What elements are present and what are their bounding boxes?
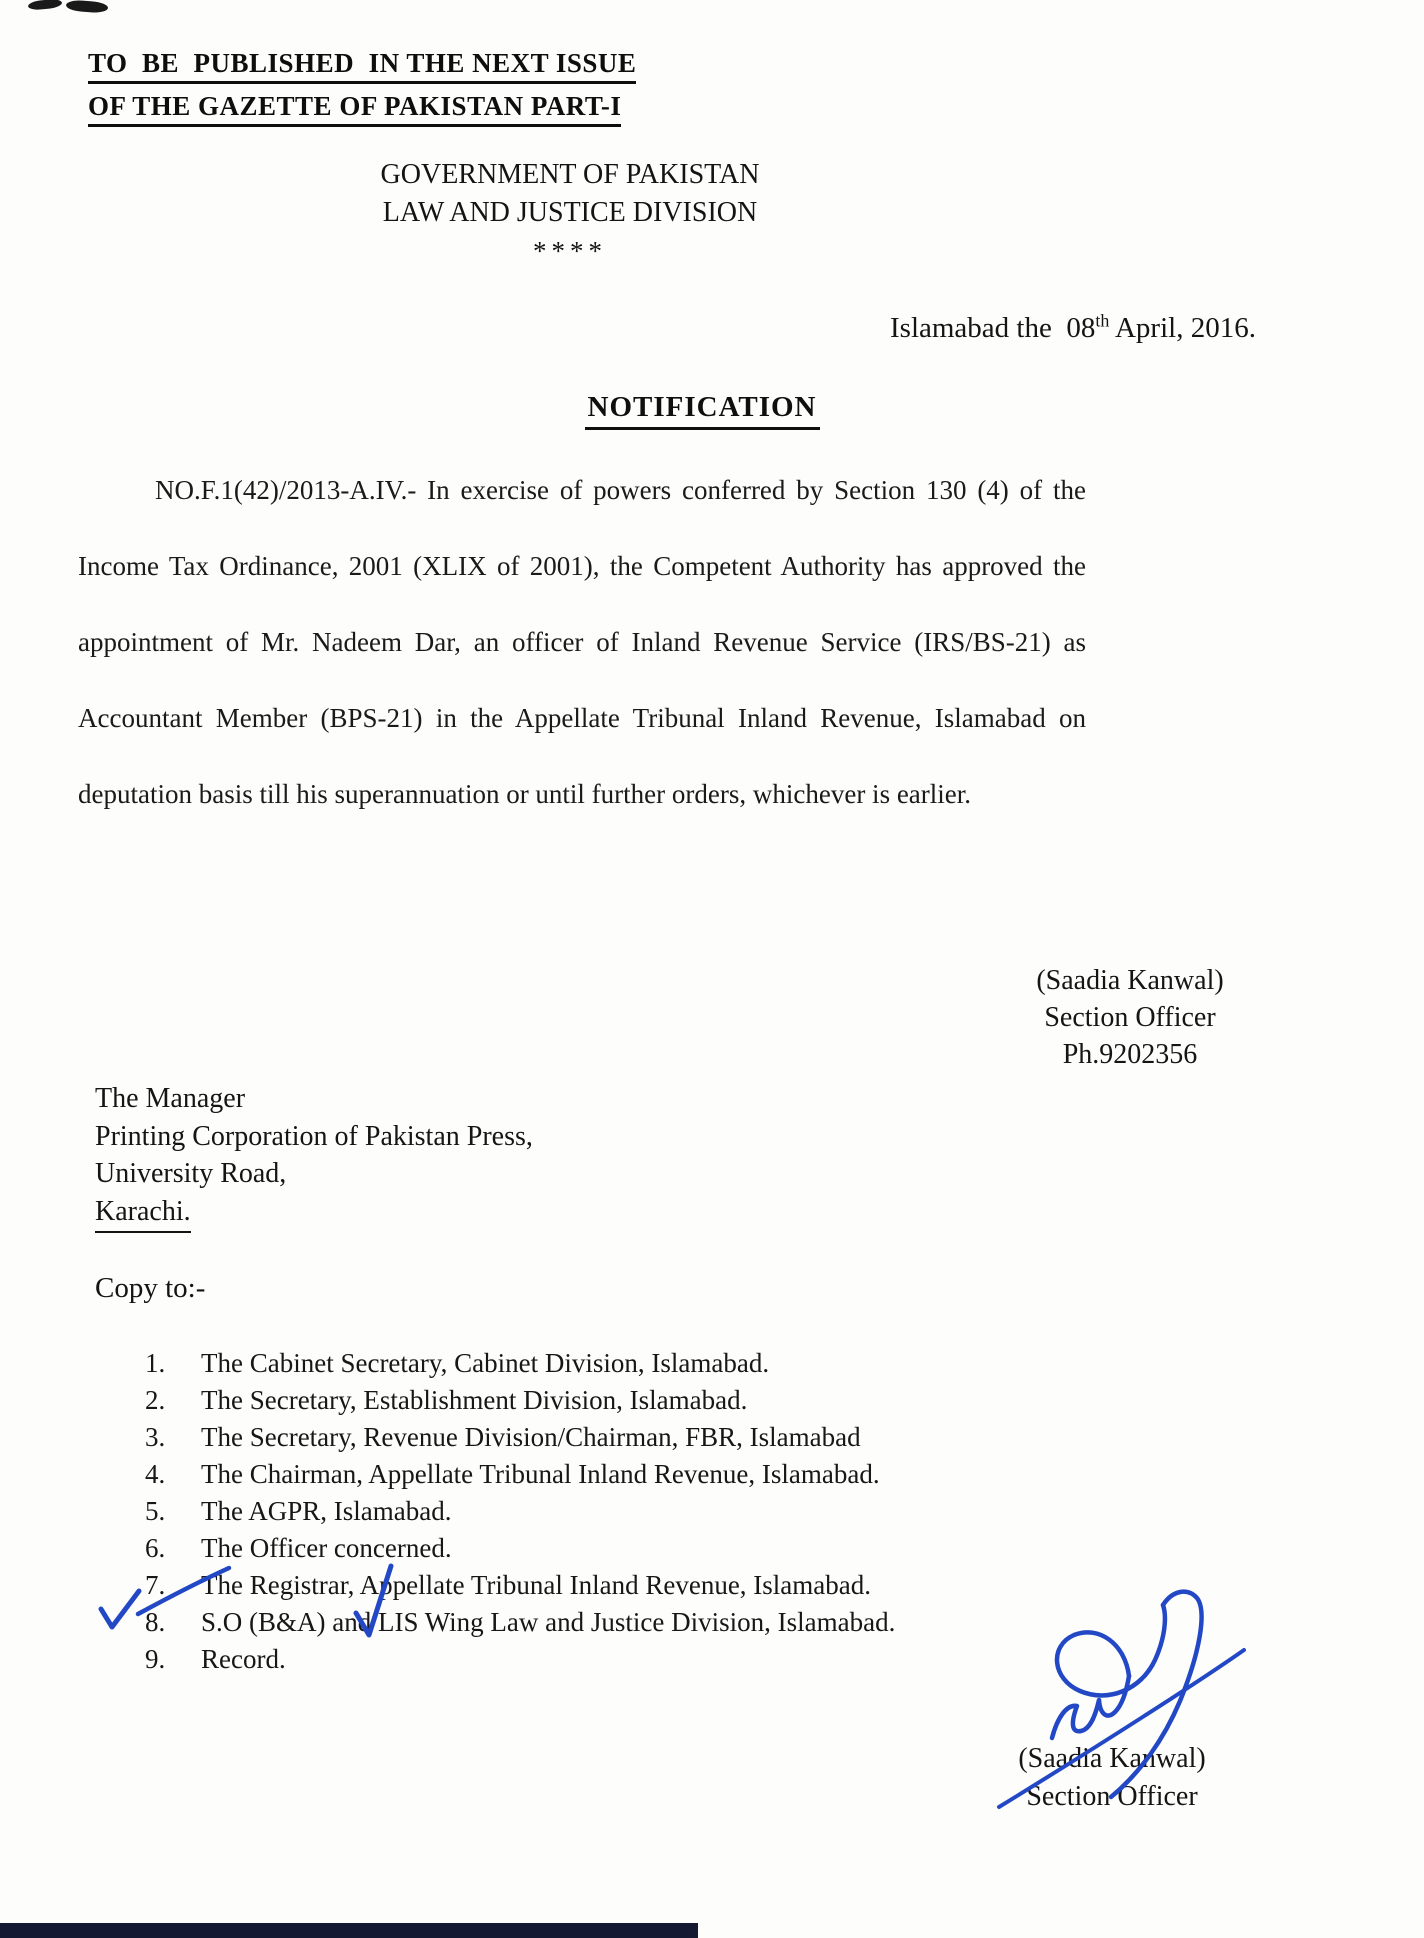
copy-item-text: The Registrar, Appellate Tribunal Inland Revenue, Islamabad. bbox=[201, 1570, 872, 1600]
gazette-header-line-2: OF THE GAZETTE OF PAKISTAN PART-I bbox=[88, 91, 621, 127]
copy-item-number: 3. bbox=[145, 1422, 166, 1452]
copy-item-text: The Secretary, Establishment Division, Islamabad. bbox=[201, 1385, 748, 1415]
notification-heading: NOTIFICATION bbox=[585, 391, 820, 430]
signature-ink bbox=[1052, 1676, 1129, 1738]
copy-item-number: 4. bbox=[145, 1459, 166, 1489]
copy-item bbox=[145, 1345, 895, 1382]
signature-ink bbox=[1057, 1605, 1165, 1695]
notification-body bbox=[78, 452, 1086, 832]
signatory-block bbox=[985, 962, 1275, 1073]
signatory-title: Section Officer bbox=[1044, 1002, 1216, 1033]
copy-item bbox=[145, 1493, 895, 1530]
date-line bbox=[890, 312, 1256, 345]
scan-artifact-speck bbox=[28, 0, 63, 11]
copy-item-text: The Cabinet Secretary, Cabinet Division, Islamabad. bbox=[201, 1348, 770, 1378]
addressee-line: The Manager bbox=[95, 1083, 246, 1114]
body-line: Income Tax Ordinance, 2001 (XLIX of 2001), the Competent Authority has approved the bbox=[78, 551, 1086, 581]
footer-signatory-name: (Saadia Kanwal) bbox=[1018, 1743, 1206, 1774]
copy-item-text: Record. bbox=[201, 1644, 286, 1674]
division-title: LAW AND JUSTICE DIVISION bbox=[382, 197, 758, 228]
copy-item-text: The AGPR, Islamabad. bbox=[201, 1496, 452, 1526]
copy-item-number: 6. bbox=[145, 1533, 166, 1563]
government-title: GOVERNMENT OF PAKISTAN bbox=[380, 159, 760, 190]
addressee-line: Printing Corporation of Pakistan Press, bbox=[95, 1120, 533, 1152]
copy-item bbox=[145, 1530, 895, 1567]
body-line: appointment of Mr. Nadeem Dar, an officer of Inland Revenue Service (IRS/BS-21) as bbox=[78, 627, 1086, 657]
copy-item-text: The Chairman, Appellate Tribunal Inland Revenue, Islamabad. bbox=[201, 1459, 880, 1489]
gazette-header-line-1: TO BE PUBLISHED IN THE NEXT ISSUE bbox=[88, 48, 636, 84]
stars-separator: **** bbox=[533, 236, 607, 266]
body-line: deputation basis till his superannuation or until further orders, whichever is earlier. bbox=[78, 779, 972, 809]
copy-to-heading: Copy to:- bbox=[95, 1272, 206, 1304]
scan-artifact-speck bbox=[66, 0, 109, 13]
addressee-city: Karachi. bbox=[95, 1193, 191, 1234]
copy-item bbox=[145, 1456, 895, 1493]
copy-item-text: The Officer concerned. bbox=[201, 1533, 452, 1563]
signatory-phone: Ph.9202356 bbox=[1062, 1039, 1198, 1070]
notification-heading-wrap bbox=[462, 391, 942, 430]
copy-list bbox=[145, 1345, 895, 1678]
copy-item-number: 8. bbox=[145, 1607, 166, 1637]
copy-item-number: 1. bbox=[145, 1348, 166, 1378]
copy-item bbox=[145, 1419, 895, 1456]
check-mark-item-8 bbox=[101, 1591, 139, 1627]
letterhead bbox=[360, 156, 780, 270]
signatory-name: (Saadia Kanwal) bbox=[1036, 965, 1224, 996]
footer-signatory-title: Section Officer bbox=[1026, 1781, 1198, 1812]
scan-artifact-bottom-bar bbox=[0, 1923, 698, 1938]
body-line: NO.F.1(42)/2013-A.IV.- In exercise of powers conferred by Section 130 (4) of the bbox=[155, 475, 1086, 505]
addressee-line: University Road, bbox=[95, 1158, 287, 1189]
copy-item bbox=[145, 1567, 895, 1604]
gazette-header bbox=[88, 48, 636, 134]
date-prefix: Islamabad the 08 bbox=[890, 312, 1096, 344]
copy-item-text: The Secretary, Revenue Division/Chairman, FBR, Islamabad bbox=[201, 1422, 861, 1452]
copy-item bbox=[145, 1382, 895, 1419]
copy-item-text: S.O (B&A) and LIS Wing Law and Justice Division, Islamabad. bbox=[201, 1607, 896, 1637]
copy-item bbox=[145, 1604, 895, 1641]
copy-item-number: 5. bbox=[145, 1496, 166, 1526]
footer-signatory-block bbox=[962, 1740, 1262, 1816]
copy-item-number: 9. bbox=[145, 1644, 166, 1674]
addressee-block bbox=[95, 1080, 533, 1233]
body-line: Accountant Member (BPS-21) in the Appellate Tribunal Inland Revenue, Islamabad on bbox=[78, 703, 1086, 733]
date-suffix: April, 2016. bbox=[1109, 312, 1256, 344]
copy-item-number: 7. bbox=[145, 1570, 166, 1600]
date-ordinal-suffix: th bbox=[1095, 310, 1110, 331]
copy-item-number: 2. bbox=[145, 1385, 166, 1415]
copy-item bbox=[145, 1641, 895, 1678]
